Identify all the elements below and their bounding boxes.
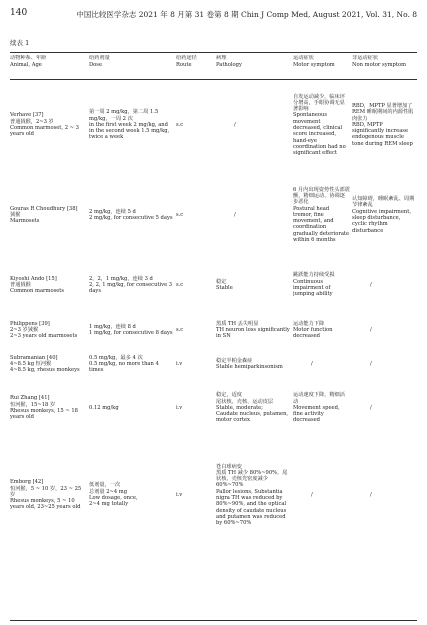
cell-nonmotor <box>352 172 417 258</box>
cell-nonmotor <box>352 380 417 436</box>
cell-nonmotor <box>352 436 417 554</box>
cell-animal <box>10 258 89 312</box>
cell-text: Movement speed, fine activity decreased <box>293 404 340 424</box>
column-header-zh: 给药剂量 <box>89 55 110 61</box>
cell-text: Gouras R Choudhury [38] <box>10 205 78 212</box>
cell-text: / <box>370 326 372 333</box>
table-body <box>10 78 417 554</box>
cell-text: Emborg [42] <box>10 479 44 486</box>
journal-title: 中国比较医学杂志 2021 年 8 月第 31 卷第 8 期 Chin J Comp Med, August 2021, Vol. 31, No. 8 <box>76 10 417 19</box>
cell-dose <box>89 380 176 436</box>
cell-text: s.c <box>176 121 184 128</box>
column-header-dose <box>89 55 176 78</box>
column-header-zh: 给药途径 <box>176 55 197 61</box>
cell-text: 黑质 TH 丢失明显 <box>216 320 259 327</box>
cell-route <box>176 348 216 380</box>
running-header <box>10 8 417 22</box>
cell-text: / <box>234 211 236 218</box>
cell-text: / <box>370 281 372 288</box>
cell-text: Stable hemiparkinsonism <box>216 364 283 370</box>
cell-route <box>176 312 216 348</box>
cell-text: 1 mg/kg，连续 8 d <box>89 323 136 330</box>
column-header-en: Motor symptom <box>293 61 335 68</box>
cell-text: / <box>311 360 313 367</box>
cell-text: 4~8.5 kg, rhesus monkeys <box>10 367 80 374</box>
cell-animal <box>10 380 89 436</box>
cell-motor <box>293 436 352 554</box>
cell-animal <box>10 78 89 172</box>
column-header-en: Pathology <box>216 61 242 68</box>
column-header-zh: 运动症状 <box>293 55 314 61</box>
cell-text: 2~4 mg totally <box>89 501 129 508</box>
cell-text: 自发运动减少，临床评分增高，手眼协调无显著影响 <box>293 93 345 113</box>
cell-text: 2~3 years old marmosets <box>10 333 78 340</box>
cell-text: 6 月内出现姿势性头部震颤，精细运动、协调逐步恶化 <box>293 186 350 206</box>
cell-motor <box>293 172 352 258</box>
cell-text: Pallor lesions, Substantia nigra TH was reduced by 80%~90%, and the optical density of caudate nucleus and putamen was reduced by 60%~70% <box>216 488 287 527</box>
cell-text: Rhesus monkeys, 15 ~ 18 years old <box>10 408 78 421</box>
cell-text: Common marmosets <box>10 288 65 295</box>
cell-text: 苍白球病变 <box>216 463 242 470</box>
cell-text: Common marmoset, 2 ~ 3 years old <box>10 125 79 138</box>
cell-text: 1 mg/kg, for consecutive 8 days <box>89 330 173 336</box>
cell-text: Stable, moderate; <box>216 404 263 411</box>
cell-text: 2，2，1 mg/kg，连续 3 d <box>89 275 153 282</box>
cell-text: 恒河猴，15~18 岁 <box>10 401 56 408</box>
cell-dose <box>89 258 176 312</box>
cell-text: 4~8.5 kg 恒河猴 <box>10 360 52 367</box>
cell-text: Motor function decreased <box>293 326 333 340</box>
cell-nonmotor <box>352 312 417 348</box>
column-header-en: Animal, Age <box>10 61 42 68</box>
cell-route <box>176 78 216 172</box>
cell-nonmotor <box>352 348 417 380</box>
column-header-zh: 非运动症状 <box>352 55 378 61</box>
cell-text: 稳定半帕金森症 <box>216 357 253 364</box>
cell-text: 尾状核、壳核、运动皮层 <box>216 398 274 405</box>
table-row <box>10 312 417 348</box>
cell-text: Marmosets <box>10 218 40 225</box>
cell-pathology <box>216 172 293 258</box>
column-header-animal <box>10 55 89 78</box>
column-header-en: Non motor symptom <box>352 61 406 68</box>
column-header-zh: 病理 <box>216 55 227 61</box>
cell-text: Philippens [39] <box>10 320 50 327</box>
cell-text: Continuous impairment of jumping ability <box>293 278 333 298</box>
page-number: 140 <box>10 8 28 18</box>
column-header-nonmotor <box>352 55 417 78</box>
cell-text: Rui Zhang [41] <box>10 395 50 402</box>
cell-pathology <box>216 78 293 172</box>
cell-text: 恒河猴，5 ~ 10 岁，23 ~ 25 岁 <box>10 485 82 498</box>
cell-text: Low dosage, once, <box>89 495 138 501</box>
cell-text: 2 mg/kg，连续 5 d <box>89 208 136 215</box>
column-header-en: Dose <box>89 61 103 68</box>
cell-text: RBD，MPTP 显著增加了 REM 睡眠期间的内源性肌肉张力 <box>352 102 414 122</box>
cell-text: 稳定，适度 <box>216 392 242 399</box>
cell-dose <box>89 312 176 348</box>
cell-text: Rhesus monkeys, 5 ~ 10 years old, 23~25 years old <box>10 498 81 511</box>
cell-text: RBD, MPTP significantly increase endogenous muscle tone during REM sleep <box>352 121 413 147</box>
cell-text: / <box>370 404 372 411</box>
cell-text: 认知障碍，睡眠紊乱、周期节律紊乱 <box>352 196 415 209</box>
cell-text: 狨猴 <box>10 211 21 218</box>
cell-text: 2~3 岁狨猴 <box>10 326 39 333</box>
data-table <box>10 55 417 554</box>
cell-pathology <box>216 258 293 312</box>
cell-text: 2 mg/kg, for consecutive 5 days <box>89 215 173 221</box>
cell-text: / <box>370 360 372 367</box>
cell-text: i.v <box>176 491 183 498</box>
cell-text: TH neuron loss significantly in SN <box>216 326 290 340</box>
cell-route <box>176 436 216 554</box>
cell-text: 第一周 2 mg/kg，第二周 1.5 mg/kg，一周 2 次 <box>89 109 159 122</box>
table-row <box>10 78 417 172</box>
cell-text: i.v <box>176 404 183 411</box>
cell-text: 运动速度下降，精细活动 <box>293 392 345 405</box>
cell-motor <box>293 380 352 436</box>
cell-dose <box>89 436 176 554</box>
cell-animal <box>10 436 89 554</box>
cell-text: 普通狨猴，2~3 岁 <box>10 118 54 125</box>
cell-dose <box>89 78 176 172</box>
top-rule <box>10 52 417 53</box>
cell-text: 2, 2, 1 mg/kg, for consecutive 3 days <box>89 281 173 295</box>
cell-motor <box>293 78 352 172</box>
cell-text: / <box>234 121 236 128</box>
cell-text: Postural head tremor, fine movement, and coordination gradually deteriorate within 6 months <box>293 205 350 244</box>
cell-text: 跳跃能力持续受损 <box>293 272 335 279</box>
cell-text: Spontaneous movement decreased, clinical score increased, hand-eye coordination had no significant effect <box>293 112 346 157</box>
cell-text: Kiyoshi Ando [15] <box>10 275 57 282</box>
cell-text: s.c <box>176 326 184 333</box>
cell-text: 低剂量，一次 <box>89 482 121 489</box>
cell-text: 稳定 <box>216 278 227 285</box>
table-row <box>10 436 417 554</box>
cell-animal <box>10 348 89 380</box>
cell-route <box>176 172 216 258</box>
cell-motor <box>293 348 352 380</box>
cell-pathology <box>216 312 293 348</box>
cell-animal <box>10 312 89 348</box>
cell-pathology <box>216 436 293 554</box>
table-row <box>10 258 417 312</box>
table-header-row <box>10 55 417 78</box>
cell-motor <box>293 312 352 348</box>
cell-dose <box>89 172 176 258</box>
cell-dose <box>89 348 176 380</box>
column-header-zh: 动物种系、年龄 <box>10 55 47 61</box>
cell-motor <box>293 258 352 312</box>
column-header-en: Route <box>176 61 192 68</box>
cell-text: Cognitive impairment, sleep disturbance, cyclic rhythm disturbance <box>352 208 412 234</box>
table-row <box>10 348 417 380</box>
cell-animal <box>10 172 89 258</box>
continued-label: 续表 1 <box>10 39 30 47</box>
cell-nonmotor <box>352 78 417 172</box>
column-header-pathology <box>216 55 293 78</box>
cell-text: Caudate nucleus, putamen, motor cortex <box>216 411 289 424</box>
table-row <box>10 380 417 436</box>
column-header-route <box>176 55 216 78</box>
cell-text: in the first week 2 mg/kg, and in the second week 1.5 mg/kg, twice a week <box>89 121 170 141</box>
cell-text: / <box>370 491 372 498</box>
cell-text: Verhave [37] <box>10 112 44 119</box>
cell-text: 黑质 TH 减少 80%~90%，尾状核、壳核光密度减少 60%~70% <box>216 469 288 489</box>
cell-text: 0.5 mg/kg, no more than 4 times <box>89 360 159 374</box>
cell-text: 运动能力下降 <box>293 320 325 327</box>
cell-pathology <box>216 380 293 436</box>
cell-text: 0.5 mg/kg，最多 4 次 <box>89 354 143 361</box>
cell-pathology <box>216 348 293 380</box>
cell-text: s.c <box>176 281 184 288</box>
cell-text: i.v <box>176 360 183 367</box>
cell-nonmotor <box>352 258 417 312</box>
cell-text: 普通狨猴 <box>10 281 31 288</box>
table-row <box>10 172 417 258</box>
cell-text: 0.12 mg/kg <box>89 404 119 411</box>
cell-text: / <box>311 491 313 498</box>
cell-text: s.c <box>176 211 184 218</box>
column-header-motor <box>293 55 352 78</box>
cell-text: Stable <box>216 285 233 291</box>
cell-text: Subramanian [40] <box>10 354 58 361</box>
bottom-rule <box>10 620 417 621</box>
cell-route <box>176 380 216 436</box>
cell-route <box>176 258 216 312</box>
cell-text: 总剂量 2~4 mg <box>89 488 128 495</box>
